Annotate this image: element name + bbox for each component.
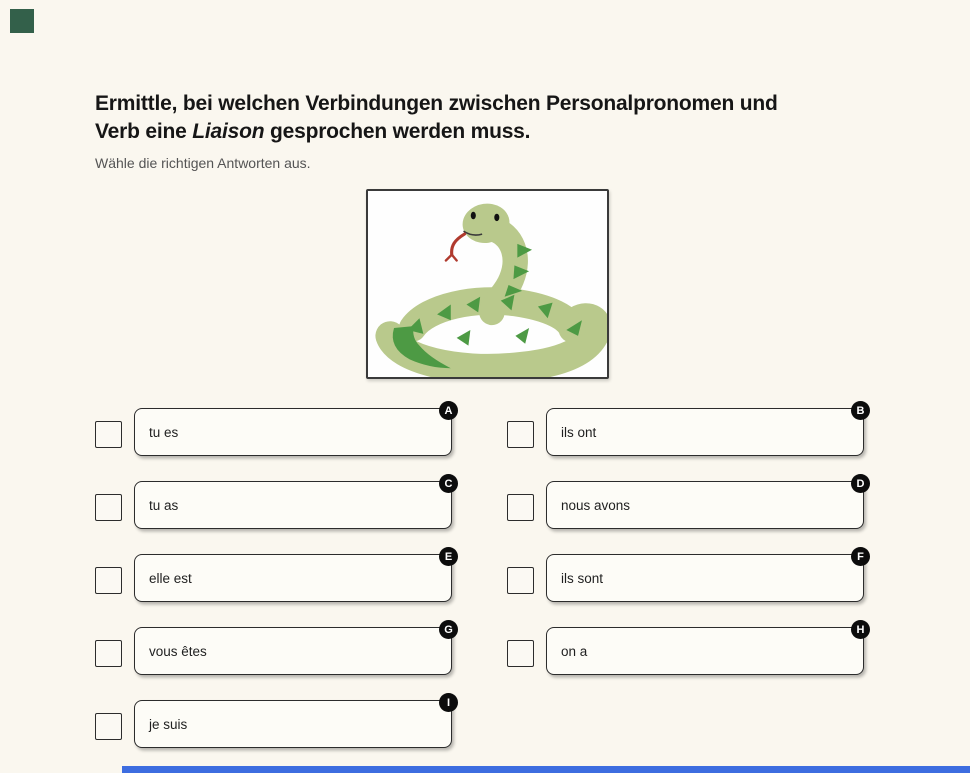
task-title-line2-post: gesprochen werden muss.: [264, 120, 531, 143]
option-checkbox[interactable]: [507, 494, 534, 521]
option-label: elle est: [149, 570, 192, 586]
options-column-right: [505, 404, 867, 700]
options-column-left: [93, 404, 455, 773]
option-checkbox[interactable]: [95, 494, 122, 521]
option-row: [505, 477, 867, 531]
option-letter-badge: H: [851, 620, 870, 639]
option-box[interactable]: [134, 477, 453, 529]
option-row: [93, 477, 455, 531]
option-box[interactable]: [134, 623, 453, 675]
option-row: [505, 404, 867, 458]
option-label: je suis: [149, 716, 188, 732]
option-letter-badge: D: [851, 474, 870, 493]
option-checkbox[interactable]: [95, 421, 122, 448]
option-row: [505, 550, 867, 604]
option-letter-badge: F: [851, 547, 870, 566]
option-checkbox[interactable]: [95, 567, 122, 594]
option-label: ils ont: [561, 424, 597, 440]
option-letter-badge: A: [439, 401, 458, 420]
option-box[interactable]: [546, 477, 865, 529]
task-instruction: Wähle die richtigen Antworten aus.: [95, 155, 311, 171]
option-box[interactable]: [134, 404, 453, 456]
option-box[interactable]: [546, 550, 864, 602]
option-letter-badge: I: [439, 693, 458, 712]
option-box[interactable]: [134, 550, 453, 602]
task-title-line1: Ermittle, bei welchen Verbindungen zwischen Personalpronomen und: [95, 92, 778, 115]
option-checkbox[interactable]: [507, 421, 534, 448]
option-label: ils sont: [561, 570, 604, 586]
video-progress-bar: [122, 766, 970, 773]
option-box[interactable]: [546, 623, 865, 675]
option-checkbox[interactable]: [507, 567, 534, 594]
option-checkbox[interactable]: [95, 640, 122, 667]
option-row: [93, 404, 455, 458]
option-letter-badge: E: [439, 547, 458, 566]
option-row: [93, 623, 455, 677]
option-checkbox[interactable]: [507, 640, 534, 667]
brand-corner-square: [10, 9, 34, 33]
task-header: [95, 90, 925, 171]
task-title: [95, 90, 925, 146]
option-label: on a: [561, 643, 588, 659]
task-title-line2-pre: Verb eine: [95, 120, 193, 143]
option-label: nous avons: [561, 497, 631, 513]
option-letter-badge: B: [851, 401, 870, 420]
option-label: vous êtes: [149, 643, 207, 659]
cartoon-snake-illustration: [368, 191, 607, 377]
option-row: [93, 696, 455, 750]
option-row: [505, 623, 867, 677]
option-letter-badge: C: [439, 474, 458, 493]
option-label: tu as: [149, 497, 179, 513]
option-row: [93, 550, 455, 604]
option-box[interactable]: [546, 404, 865, 456]
option-checkbox[interactable]: [95, 713, 122, 740]
illustration-card: [366, 189, 609, 379]
option-label: tu es: [149, 424, 179, 440]
option-box[interactable]: [134, 696, 452, 748]
option-letter-badge: G: [439, 620, 458, 639]
task-title-italic-term: Liaison: [192, 120, 265, 143]
